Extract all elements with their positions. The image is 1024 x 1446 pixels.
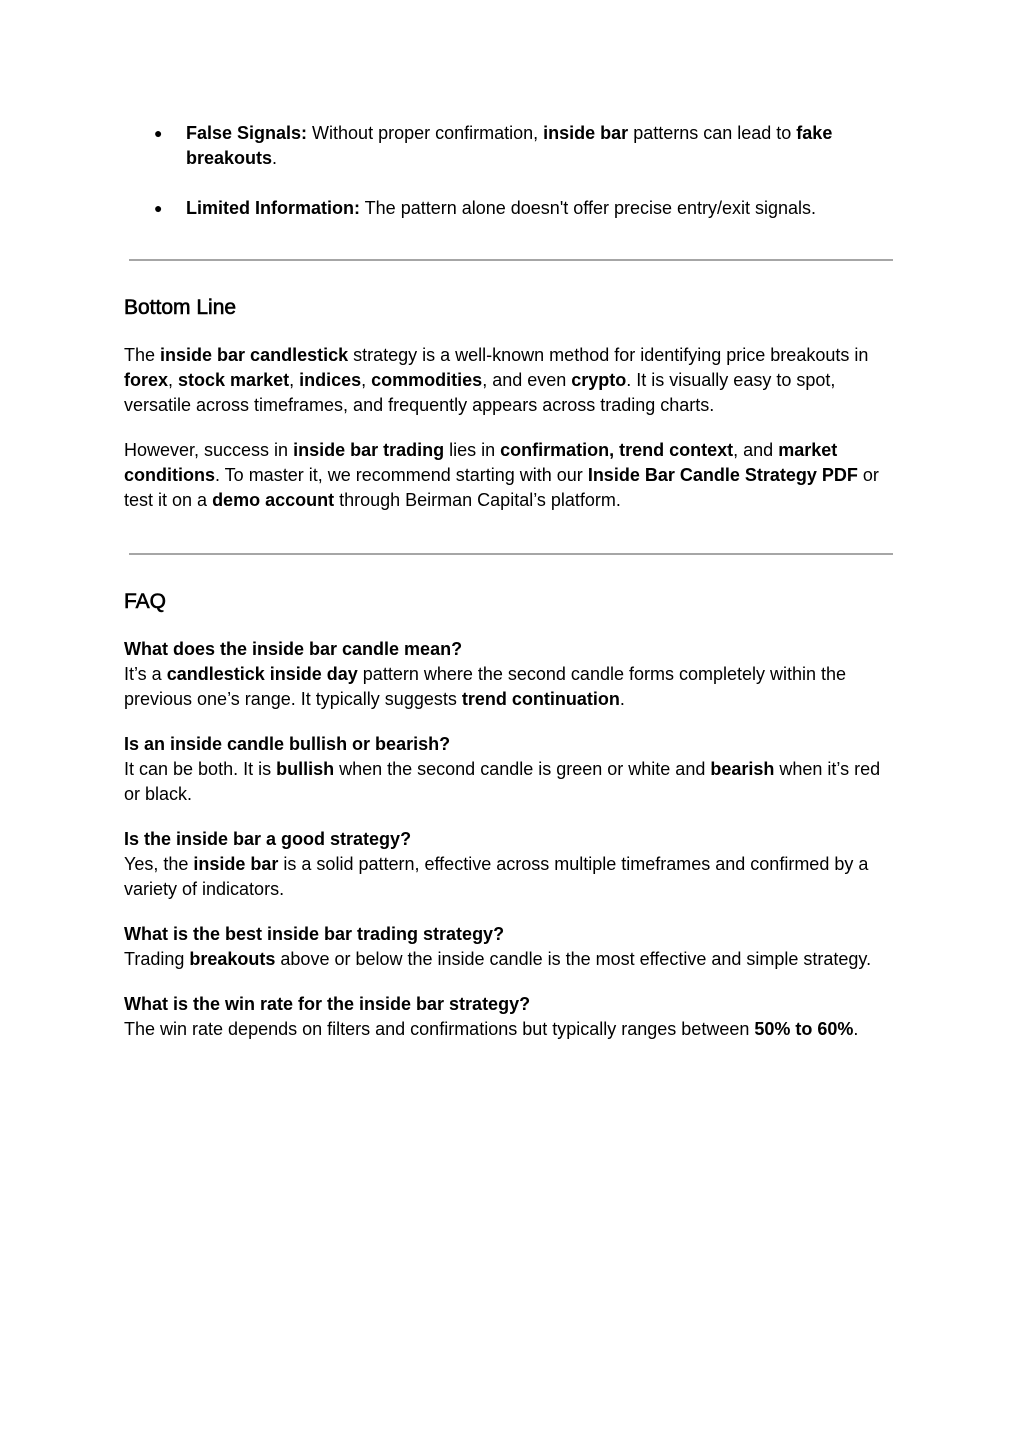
- faq-question: What is the win rate for the inside bar strategy?: [124, 994, 531, 1014]
- bottom-line-heading: Bottom Line: [124, 296, 237, 319]
- bullet-label: Limited Information:: [186, 198, 360, 218]
- faq-answer: It’s a candlestick inside day pattern where the second candle forms completely within the previous one’s range. It typically suggests trend continuation.: [124, 664, 847, 709]
- faq-question: What does the inside bar candle mean?: [124, 639, 463, 659]
- bullet-icon: ●: [154, 125, 163, 141]
- faq-item: [124, 827, 896, 902]
- faq-item: [124, 732, 896, 807]
- document-page: [124, 121, 896, 1042]
- faq-question: Is an inside candle bullish or bearish?: [124, 734, 451, 754]
- section-divider: [129, 259, 893, 261]
- faq-question: What is the best inside bar trading strategy?: [124, 924, 505, 944]
- list-item-limited-information: ● Limited Information: The pattern alone doesn't offer precise entry/exit signals.: [124, 196, 896, 221]
- list-item-false-signals: ● False Signals: Without proper confirmation, inside bar patterns can lead to fake breakouts.: [154, 123, 833, 168]
- faq-item: [124, 922, 896, 972]
- section-divider: [129, 553, 893, 555]
- faq-answer: The win rate depends on filters and confirmations but typically ranges between 50% to 60%.: [124, 1019, 859, 1039]
- faq-answer: Yes, the inside bar is a solid pattern, effective across multiple timeframes and confirmed by a variety of indicators.: [124, 854, 869, 899]
- faq-item: [124, 637, 896, 712]
- faq-answer: It can be both. It is bullish when the second candle is green or white and bearish when it’s red or black.: [124, 759, 881, 804]
- faq-item: [124, 992, 896, 1042]
- bottom-line-paragraph-2: However, success in inside bar trading lies in confirmation, trend context, and market conditions. To master it, we recommend starting with our Inside Bar Candle Strategy PDF or test it on a demo account through Beirman Capital’s platform.: [124, 440, 879, 510]
- faq-heading: FAQ: [124, 590, 167, 613]
- bottom-line-paragraph-1: The inside bar candlestick strategy is a well-known method for identifying price breakouts in forex, stock market, indices, commodities, and even crypto. It is visually easy to spot, versatile across timeframes, and frequently appears across trading charts.: [124, 345, 869, 415]
- faq-question: Is the inside bar a good strategy?: [124, 829, 412, 849]
- bullet-label: False Signals:: [186, 123, 308, 143]
- bullet-icon: ●: [154, 200, 163, 216]
- limitations-list: [124, 121, 896, 221]
- faq-answer: Trading breakouts above or below the inside candle is the most effective and simple strategy.: [124, 949, 872, 969]
